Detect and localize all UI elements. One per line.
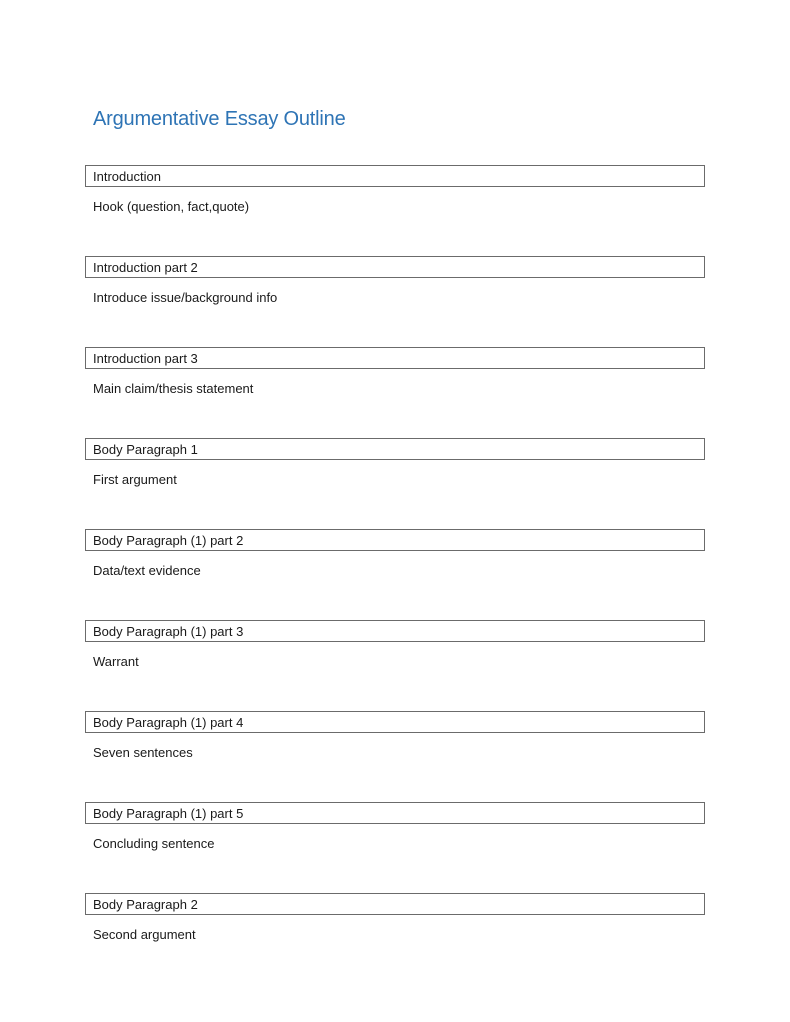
section-header-box <box>85 165 705 187</box>
outline-section <box>85 529 705 620</box>
section-label: Introduction part 2 <box>93 260 198 275</box>
section-header-box <box>85 256 705 278</box>
section-note: Main claim/thesis statement <box>93 381 254 396</box>
section-label: Introduction part 3 <box>93 351 198 366</box>
outline-section <box>85 620 705 711</box>
section-label: Body Paragraph (1) part 5 <box>93 806 244 821</box>
outline-section <box>85 802 705 893</box>
section-header-box <box>85 620 705 642</box>
outline-section <box>85 711 705 802</box>
section-label: Introduction <box>93 169 161 184</box>
outline-sections <box>85 165 705 984</box>
section-note: Concluding sentence <box>93 836 215 851</box>
section-label: Body Paragraph (1) part 4 <box>93 715 244 730</box>
outline-section <box>85 256 705 347</box>
section-header-box <box>85 711 705 733</box>
page-title: Argumentative Essay Outline <box>93 108 346 130</box>
section-note: Introduce issue/background info <box>93 290 278 305</box>
section-label: Body Paragraph (1) part 3 <box>93 624 244 639</box>
section-header-box <box>85 802 705 824</box>
section-label: Body Paragraph (1) part 2 <box>93 533 244 548</box>
section-note: Warrant <box>93 654 139 669</box>
section-header-box <box>85 347 705 369</box>
section-header-box <box>85 438 705 460</box>
outline-section <box>85 347 705 438</box>
section-header-box <box>85 893 705 915</box>
section-note: Seven sentences <box>93 745 193 760</box>
section-note: Data/text evidence <box>93 563 201 578</box>
outline-section <box>85 438 705 529</box>
outline-section <box>85 893 705 984</box>
section-label: Body Paragraph 2 <box>93 897 198 912</box>
section-label: Body Paragraph 1 <box>93 442 198 457</box>
section-note: First argument <box>93 472 177 487</box>
section-header-box <box>85 529 705 551</box>
outline-section <box>85 165 705 256</box>
section-note: Hook (question, fact,quote) <box>93 199 250 214</box>
section-note: Second argument <box>93 927 196 942</box>
